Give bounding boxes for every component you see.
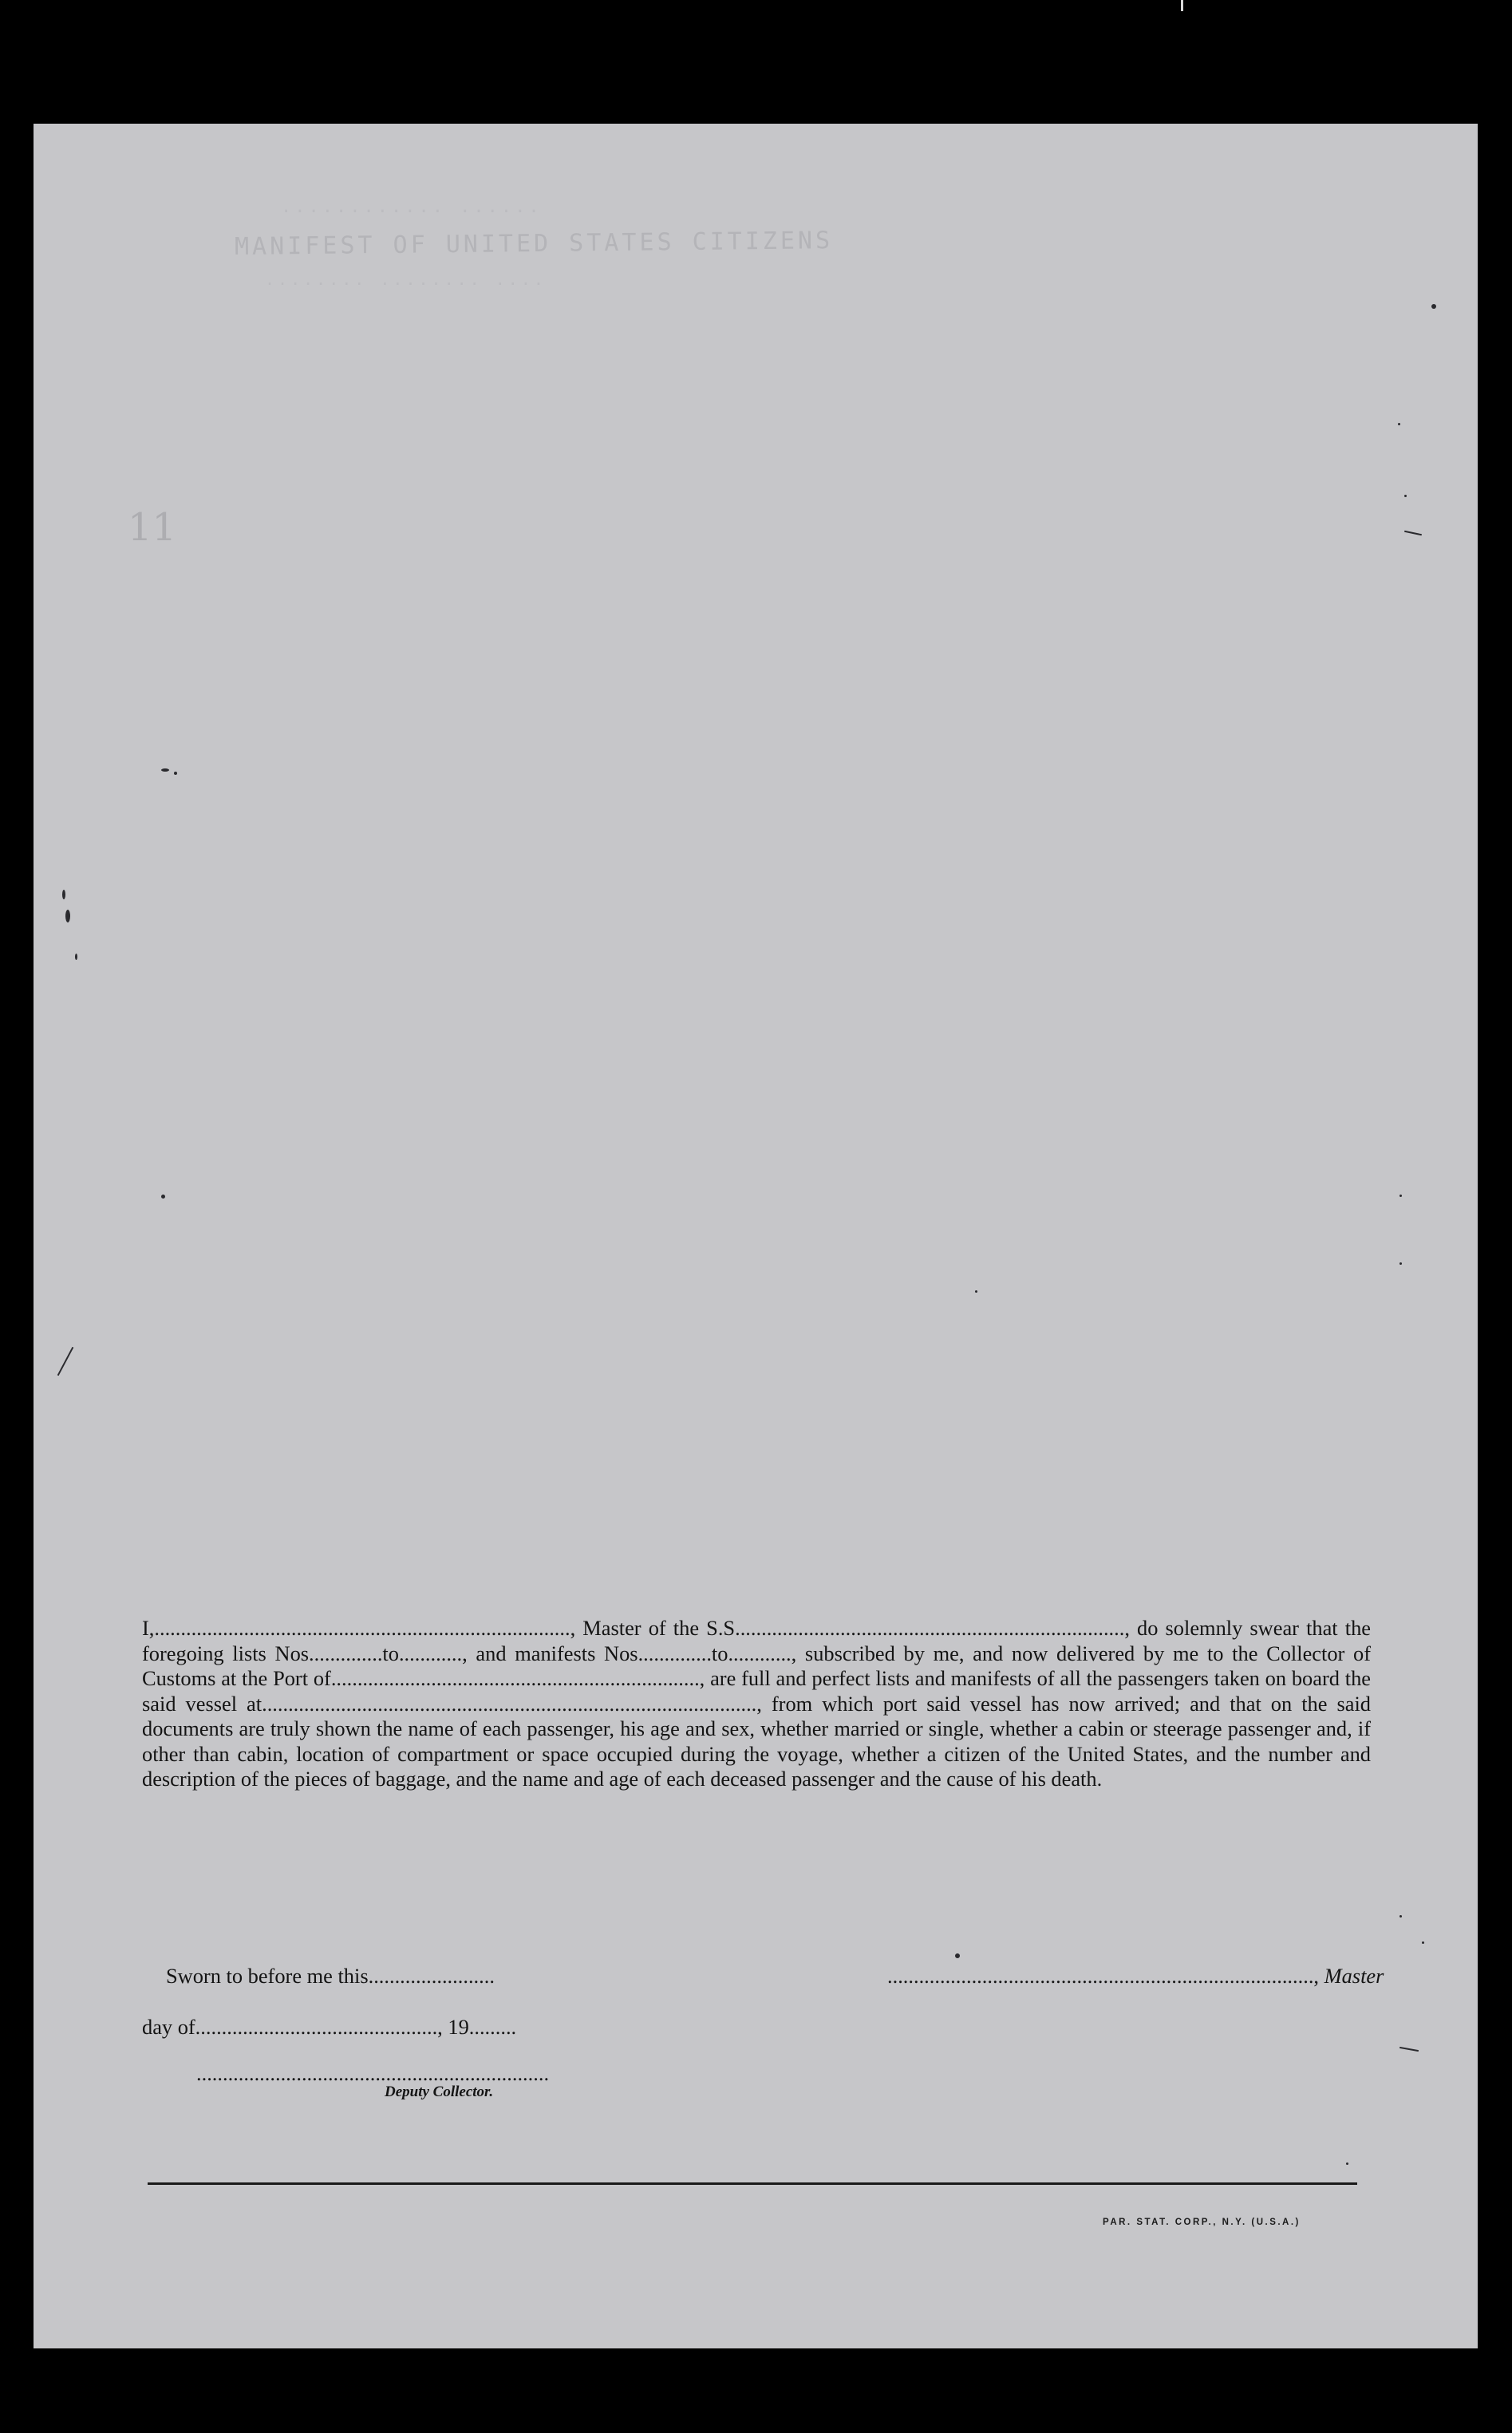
scan-speck — [1422, 1941, 1424, 1944]
deputy-collector-label: Deputy Collector. — [385, 2083, 494, 2100]
master-signature-dots: ................................................................................., — [887, 1964, 1320, 1988]
scan-speck — [161, 768, 169, 772]
scan-mark — [57, 1347, 74, 1376]
scan-speck — [1431, 304, 1436, 309]
masters-oath-paragraph — [142, 1616, 1371, 1792]
sworn-before-line: Sworn to before me this........................ — [166, 1964, 495, 1988]
bleed-through-page-number: 11 — [128, 505, 177, 550]
bleed-through-text-top: ............ ...... — [281, 197, 543, 217]
scan-mark — [1404, 531, 1422, 536]
scan-speck — [75, 954, 77, 960]
scan-speck — [955, 1953, 960, 1958]
master-signature-line — [887, 1964, 1384, 1989]
scan-speck — [1404, 495, 1407, 497]
document-page — [34, 124, 1478, 2348]
scan-mark — [1399, 2047, 1419, 2052]
master-label: Master — [1324, 1964, 1384, 1988]
scan-speck — [65, 910, 70, 922]
scan-speck — [1399, 1262, 1402, 1265]
film-edge-mark — [1181, 0, 1183, 11]
scan-speck — [1399, 1915, 1402, 1918]
footer-rule — [148, 2182, 1357, 2185]
deputy-signature-dots: ................................................................... — [196, 2061, 550, 2085]
bleed-through-heading: MANIFEST OF UNITED STATES CITIZENS — [234, 227, 834, 261]
printer-imprint: PAR. STAT. CORP., N.Y. (U.S.A.) — [1103, 2218, 1301, 2227]
scan-speck — [1399, 1195, 1402, 1197]
scan-speck — [161, 1195, 165, 1199]
bleed-through-text-sub: ........ ........ .... — [265, 270, 547, 289]
scan-speck — [62, 890, 65, 899]
scan-speck — [174, 772, 177, 775]
scan-speck — [975, 1290, 977, 1293]
day-of-line: day of.............................................., 19......... — [142, 2015, 517, 2039]
scan-speck — [1398, 423, 1400, 425]
oath-text: I,..............................................................................., Master of the S.S.........................................................................., do solemnly swear that the foregoing lists Nos..............to............, and manifests Nos..............to............, subscribed by me, and now delivered by me to the Collector of Customs at the Port of......................................................................, are full and perfect lists and manifests of all the passengers taken on board the said vessel at.............................................................................................., from which port said vessel has now arrived; and that on the said documents are truly shown the name of each passenger, his age and sex, whether married or single, whether a cabin or steerage passenger and, if other than cabin, location of compartment or space occupied during the voyage, whether a citizen of the United States, and the number and description of the pieces of baggage, and the name and age of each deceased passenger and the cause of his death. — [142, 1616, 1371, 1791]
scan-speck — [1346, 2162, 1348, 2165]
